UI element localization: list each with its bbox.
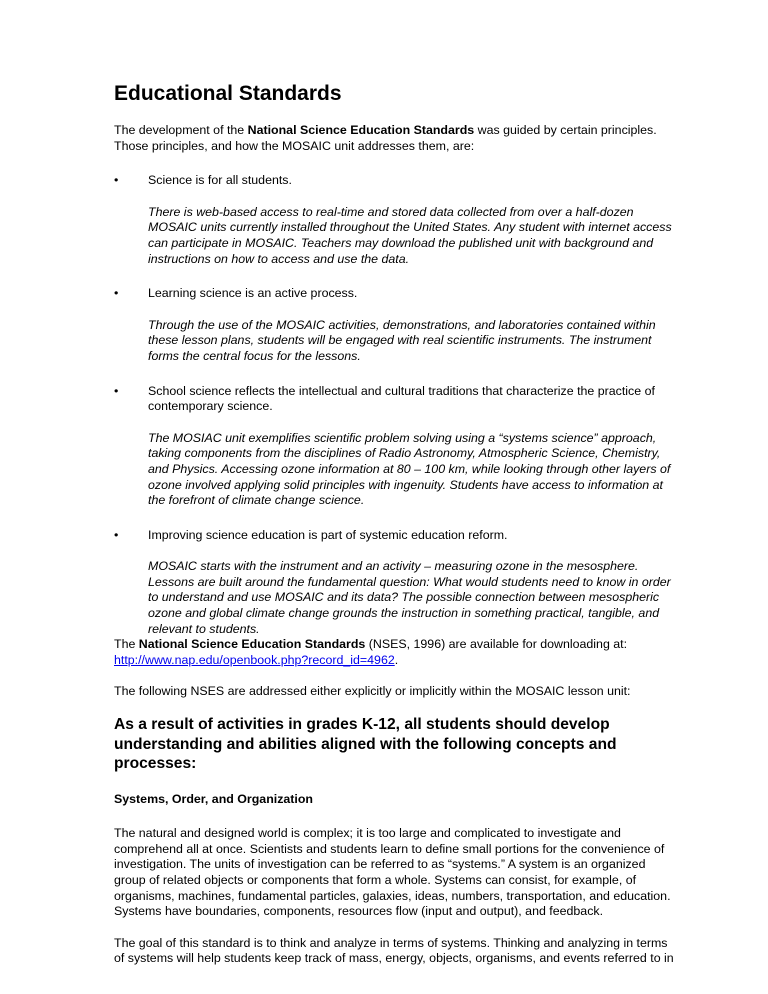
bullet-icon: • — [114, 383, 119, 398]
nses-following-text: The following NSES are addressed either explicitly or implicitly within the MOSAIC lesson unit: — [114, 684, 631, 699]
intro-paragraph — [114, 123, 674, 154]
section-heading: As a result of activities in grades K-12, all students should develop understanding and abilities aligned with the following concepts and processes: — [114, 716, 617, 773]
principle-item — [114, 528, 674, 638]
nses-bold-title: National Science Education Standards — [138, 637, 366, 652]
principle-statement: Improving science education is part of systemic education reform. — [148, 527, 508, 542]
principle-statement: School science reflects the intellectual and cultural traditions that characterize the practice of contemporary science. — [148, 383, 655, 414]
body-paragraph: The natural and designed world is complex; it is too large and complicated to investigate and comprehend all at once. Scientists and students learn to define small portions for the convenience of investigation. The units of investigation can be referred to as “systems.” A system is an organized group of related objects or components that form a whole. Systems can consist, for example, of organisms, machines, fundamental particles, galaxies, ideas, numbers, transportation, and education. Systems have boundaries, components, resources flow (input and output), and feedback. — [114, 826, 671, 919]
page-title: Educational Standards — [114, 82, 342, 105]
nses-middle: (NSES, 1996) are available for downloading at: — [365, 637, 628, 652]
body-paragraph: The goal of this standard is to think and analyze in terms of systems. Thinking and analyzing in terms of systems will help students keep track of mass, energy, objects, organisms, and events referred to in — [114, 935, 674, 966]
nses-download-link[interactable]: http://www.nap.edu/openbook.php?record_id=4962 — [114, 652, 395, 667]
subsection-heading: Systems, Order, and Organization — [114, 791, 313, 806]
nses-prefix: The — [114, 637, 139, 652]
document-page — [114, 82, 674, 983]
principle-statement: Learning science is an active process. — [148, 286, 358, 301]
principle-item — [114, 286, 674, 364]
intro-text-before: The development of the — [114, 123, 248, 137]
principle-description: Through the use of the MOSAIC activities, demonstrations, and laboratories contained within these lesson plans, students will be engaged with real scientific instruments. The instrument forms the central focus for the lessons. — [148, 317, 656, 363]
intro-bold-title: National Science Education Standards — [247, 123, 475, 137]
principles-list — [114, 173, 674, 637]
principle-item — [114, 173, 674, 267]
bullet-icon: • — [114, 527, 119, 542]
bullet-icon: • — [114, 173, 119, 188]
intro-text-after: was guided by certain principles. Those principles, and how the MOSAIC unit addresses them, are: — [114, 123, 657, 153]
nses-suffix: . — [394, 652, 399, 667]
bullet-icon: • — [114, 286, 119, 301]
principle-description: There is web-based access to real-time and stored data collected from over a half-dozen MOSAIC units currently installed throughout the United States. Any student with internet access can participate in MOSAIC. Teachers may download the published unit with background and instructions on how to access and use the data. — [148, 204, 672, 266]
principle-item — [114, 384, 674, 509]
principle-statement: Science is for all students. — [148, 173, 292, 188]
principle-description: MOSAIC starts with the instrument and an activity – measuring ozone in the mesosphere. Lessons are built around the fundamental question: What would students need to know in order to understand and use MOSAIC and its data? The possible connection between mesospheric ozone and global climate change grounds the instruction in something practical, tangible, and relevant to students. — [148, 559, 671, 636]
principle-description: The MOSIAC unit exemplifies scientific problem solving using a “systems science” approach, taking components from the disciplines of Radio Astronomy, Atmospheric Science, Chemistry, and Physics. Accessing ozone information at 80 – 100 km, while looking through other layers of ozone involved applying solid principles with ingenuity. Students have access to information at the forefront of climate change science. — [148, 430, 671, 508]
nses-availability — [114, 637, 674, 668]
